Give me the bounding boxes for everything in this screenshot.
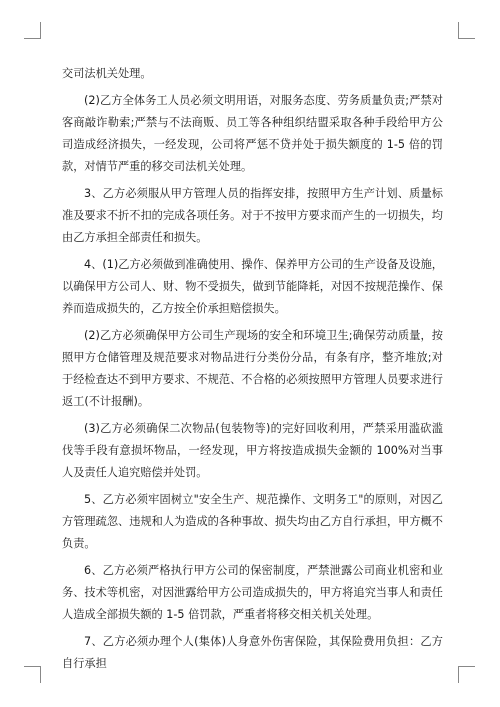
paragraph: 交司法机关处理。 — [62, 67, 152, 80]
paragraph: (2)乙方全体务工人员必须文明用语，对服务态度、劳务质量负责;严禁对客商敲诈勒索;严禁与不法商贩、员工等各种组织结盟采取各种手段给甲方公司造成经济损失，一经发现，公司将严惩不贷并处于损失额度的 1-5 倍的罚款，对情节严重的移交司法机关处理。 — [62, 94, 443, 173]
crop-mark-bottom-right — [458, 666, 475, 683]
paragraph: 6、乙方必须严格执行甲方公司的保密制度，严禁泄露公司商业机密和业务、技术等机密，对因泄露给甲方公司造成损失的，甲方将追究当事人和责任人造成全部损失额的 1-5 倍罚款，严重者将移交相关机关处理。 — [62, 564, 443, 621]
paragraph: 7、乙方必须办理个人(集体)人身意外伤害保险，其保险费用负担：乙方自行承担 — [62, 635, 443, 670]
paragraph: (3)乙方必须确保二次物品(包装物等)的完好回收利用，严禁采用滥砍滥伐等手段有意损坏物品，一经发现，甲方将按造成损失金额的 100%对当事人及责任人追究赔偿并处罚。 — [62, 422, 443, 479]
paragraph: 4、(1)乙方必须做到准确使用、操作、保养甲方公司的生产设备及设施，以确保甲方公司人、财、物不受损失，做到节能降耗，对因不按规范操作、保养而造成损失的，乙方按全价承担赔偿损失。 — [62, 258, 443, 315]
paragraph: 5、乙方必须牢固树立"安全生产、规范操作、文明务工"的原则，对因乙方管理疏忽、违规和人为造成的各种事故、损失均由乙方自行承担，甲方概不负责。 — [62, 493, 443, 550]
document-body — [62, 63, 443, 680]
paragraph: (2)乙方必须确保甲方公司生产现场的安全和环境卫生;确保劳动质量，按照甲方仓储管理及规范要求对物品进行分类份分品，有条有序，整齐堆放;对于经检查达不到甲方要求、不规范、不合格的必须按照甲方管理人员要求进行返工(不计报酬)。 — [62, 329, 443, 408]
crop-mark-top-right — [458, 22, 475, 39]
paragraph: 3、乙方必须服从甲方管理人员的指挥安排，按照甲方生产计划、质量标准及要求不折不扣的完成各项任务。对于不按甲方要求而产生的一切损失，均由乙方承担全部责任和损失。 — [62, 187, 443, 244]
crop-mark-bottom-left — [24, 666, 41, 683]
crop-mark-top-left — [24, 22, 41, 39]
